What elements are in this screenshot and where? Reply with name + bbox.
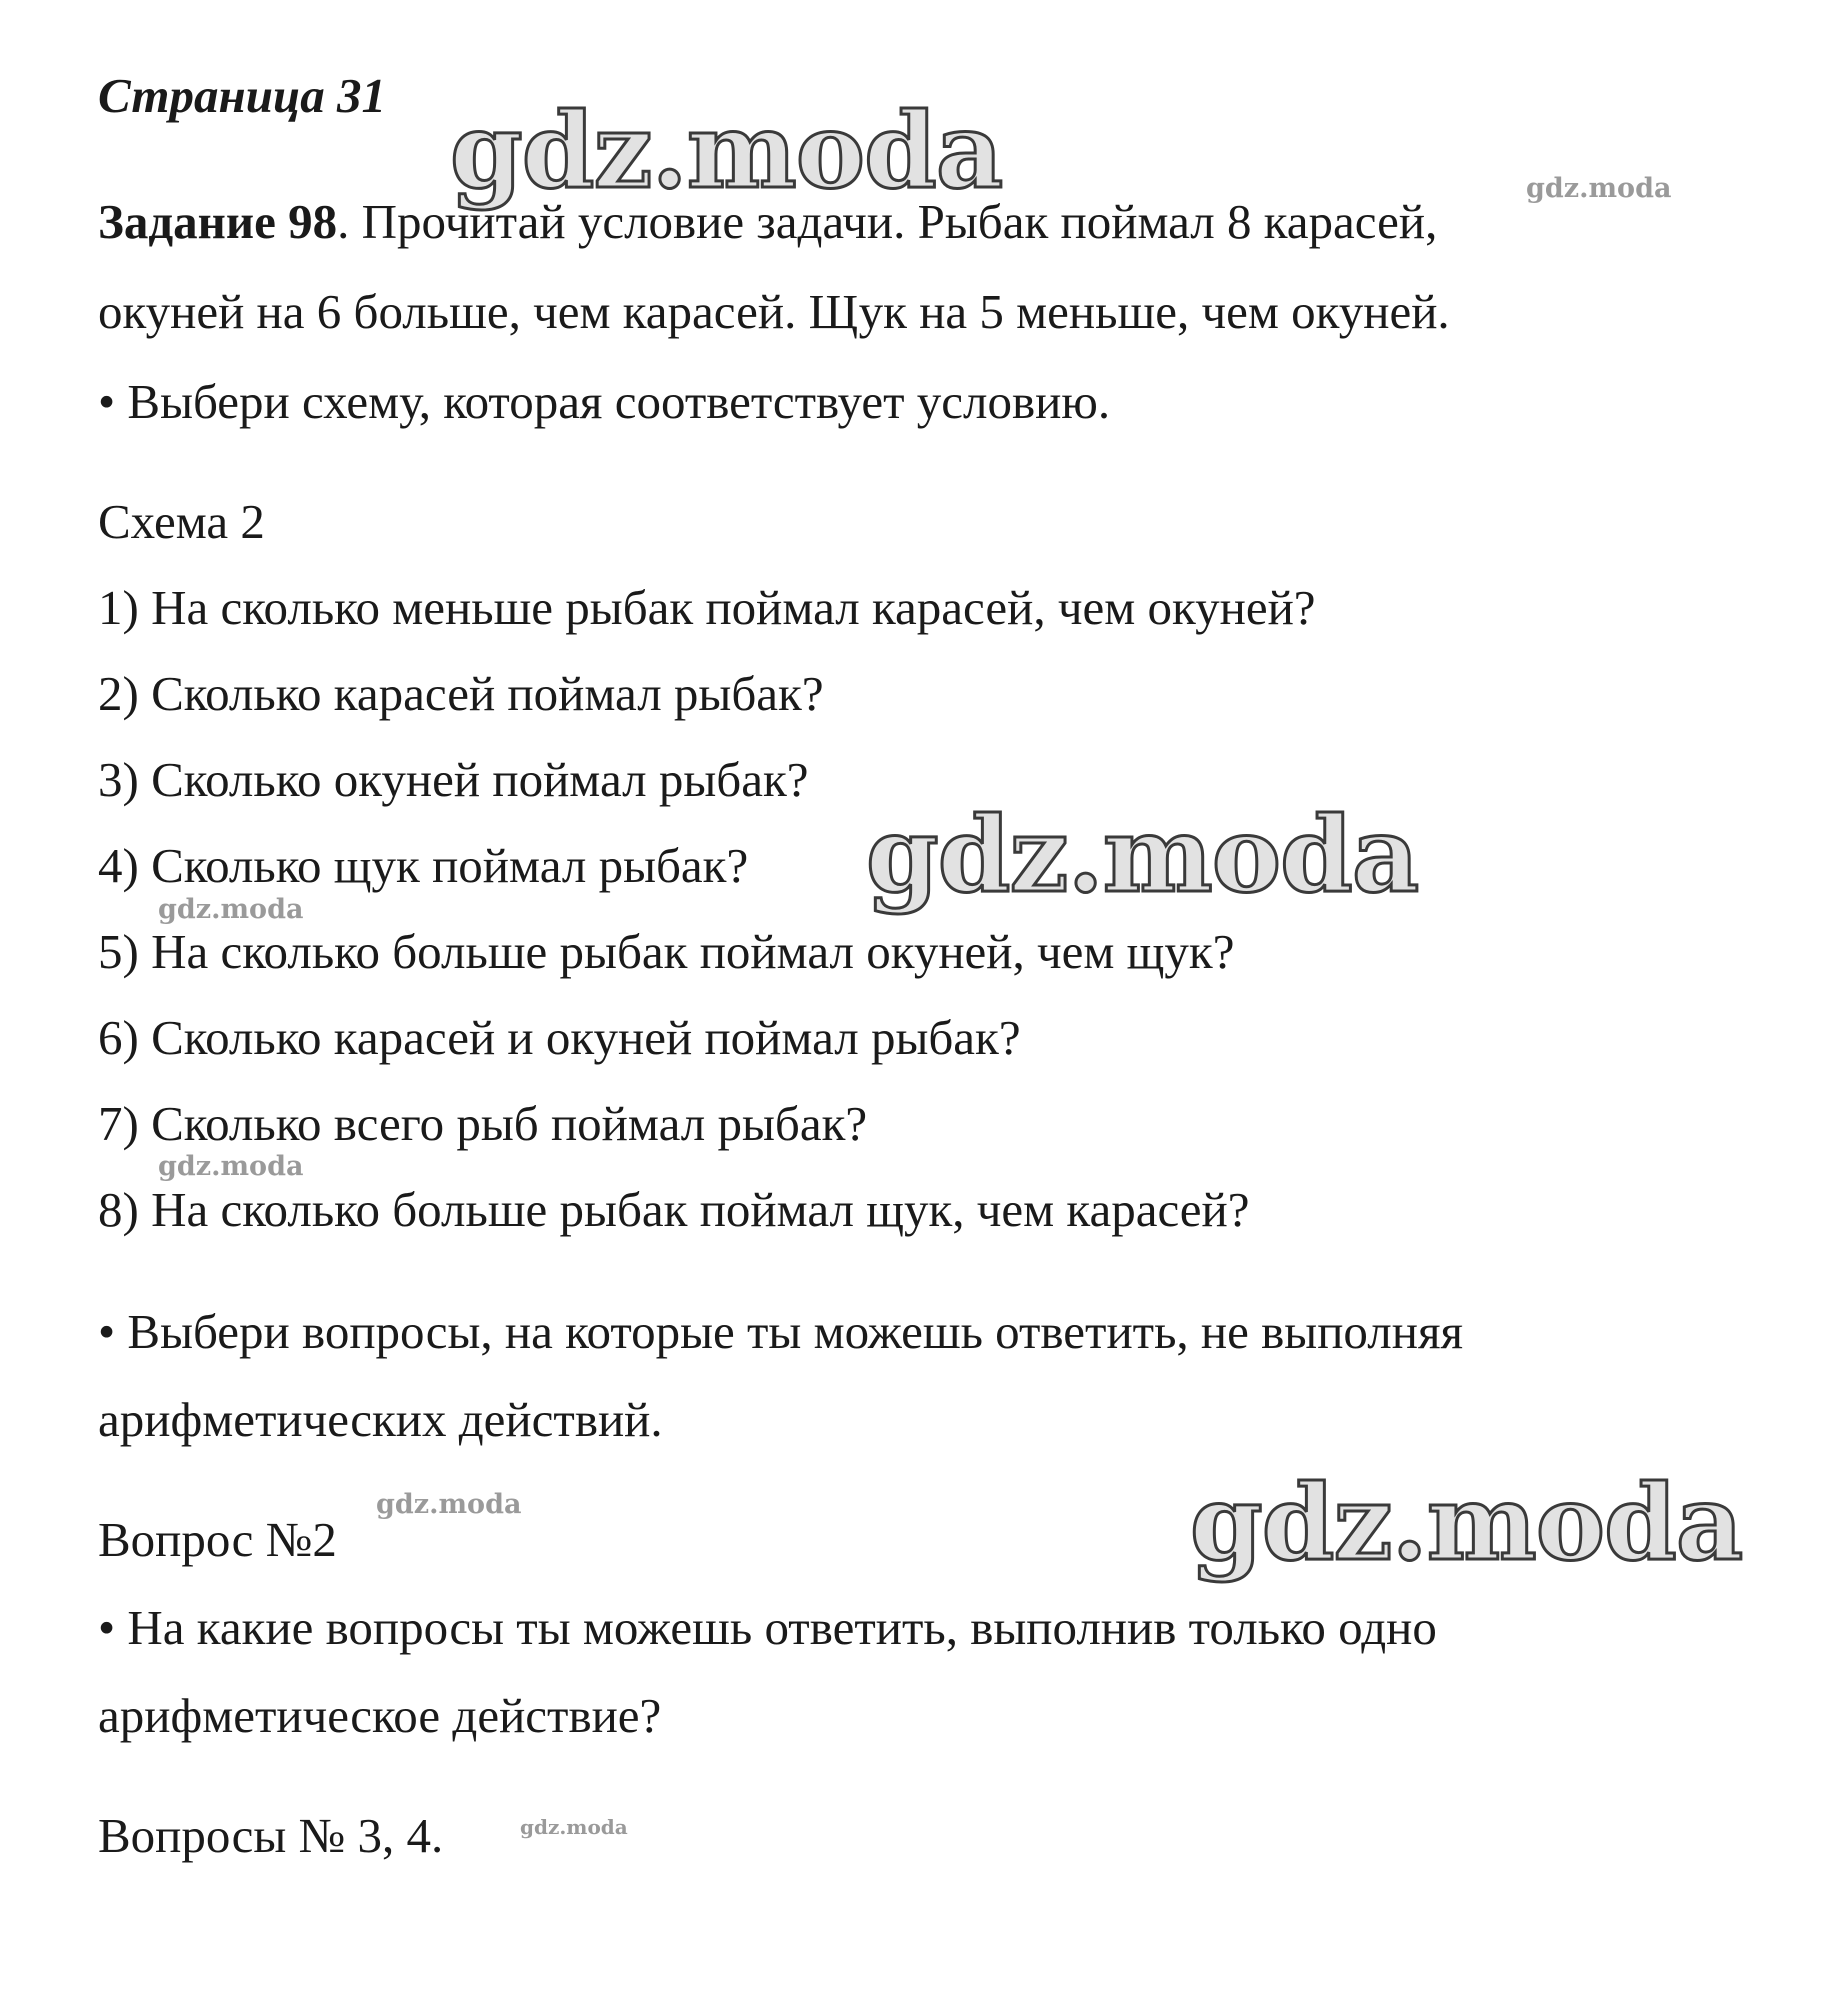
watermark-large: gdz.moda xyxy=(450,89,1003,212)
watermark-small: gdz.moda xyxy=(158,894,304,925)
question-8: 8) На сколько больше рыбак поймал щук, чем карасей? xyxy=(98,1182,1250,1237)
task-label: Задание 98 xyxy=(98,194,338,249)
answer-scheme: Схема 2 xyxy=(98,494,265,549)
task-line-2: окуней на 6 больше, чем карасей. Щук на 5 меньше, чем окуней. xyxy=(98,284,1450,339)
prompt-2-line-1: • Выбери вопросы, на которые ты можешь ответить, не выполняя xyxy=(98,1304,1464,1359)
watermark-small: gdz.moda xyxy=(376,1489,522,1520)
question-1: 1) На сколько меньше рыбак поймал карасей, чем окуней? xyxy=(98,580,1316,635)
question-3: 3) Сколько окуней поймал рыбак? xyxy=(98,752,809,807)
watermark-small: gdz.moda xyxy=(1526,173,1672,204)
page-title: Страница 31 xyxy=(98,68,386,123)
question-7: 7) Сколько всего рыб поймал рыбак? xyxy=(98,1096,868,1151)
prompt-3-line-2: арифметическое действие? xyxy=(98,1688,662,1743)
answer-2: Вопрос №2 xyxy=(98,1512,337,1567)
prompt-2-line-2: арифметических действий. xyxy=(98,1392,663,1447)
task-text-1: . Прочитай условие задачи. Рыбак поймал 8 карасей, xyxy=(337,194,1438,249)
watermark-large: gdz.moda xyxy=(866,793,1419,916)
watermark-small: gdz.moda xyxy=(520,1815,628,1839)
task-prompt-1: • Выбери схему, которая соответствует условию. xyxy=(98,374,1111,429)
question-2: 2) Сколько карасей поймал рыбак? xyxy=(98,666,824,721)
answer-3: Вопросы № 3, 4. xyxy=(98,1808,444,1863)
question-4: 4) Сколько щук поймал рыбак? xyxy=(98,838,749,893)
watermark-small: gdz.moda xyxy=(158,1151,304,1182)
question-5: 5) На сколько больше рыбак поймал окуней, чем щук? xyxy=(98,924,1235,979)
question-6: 6) Сколько карасей и окуней поймал рыбак? xyxy=(98,1010,1021,1065)
watermark-large: gdz.moda xyxy=(1190,1461,1743,1584)
prompt-3-line-1: • На какие вопросы ты можешь ответить, выполнив только одно xyxy=(98,1600,1437,1655)
